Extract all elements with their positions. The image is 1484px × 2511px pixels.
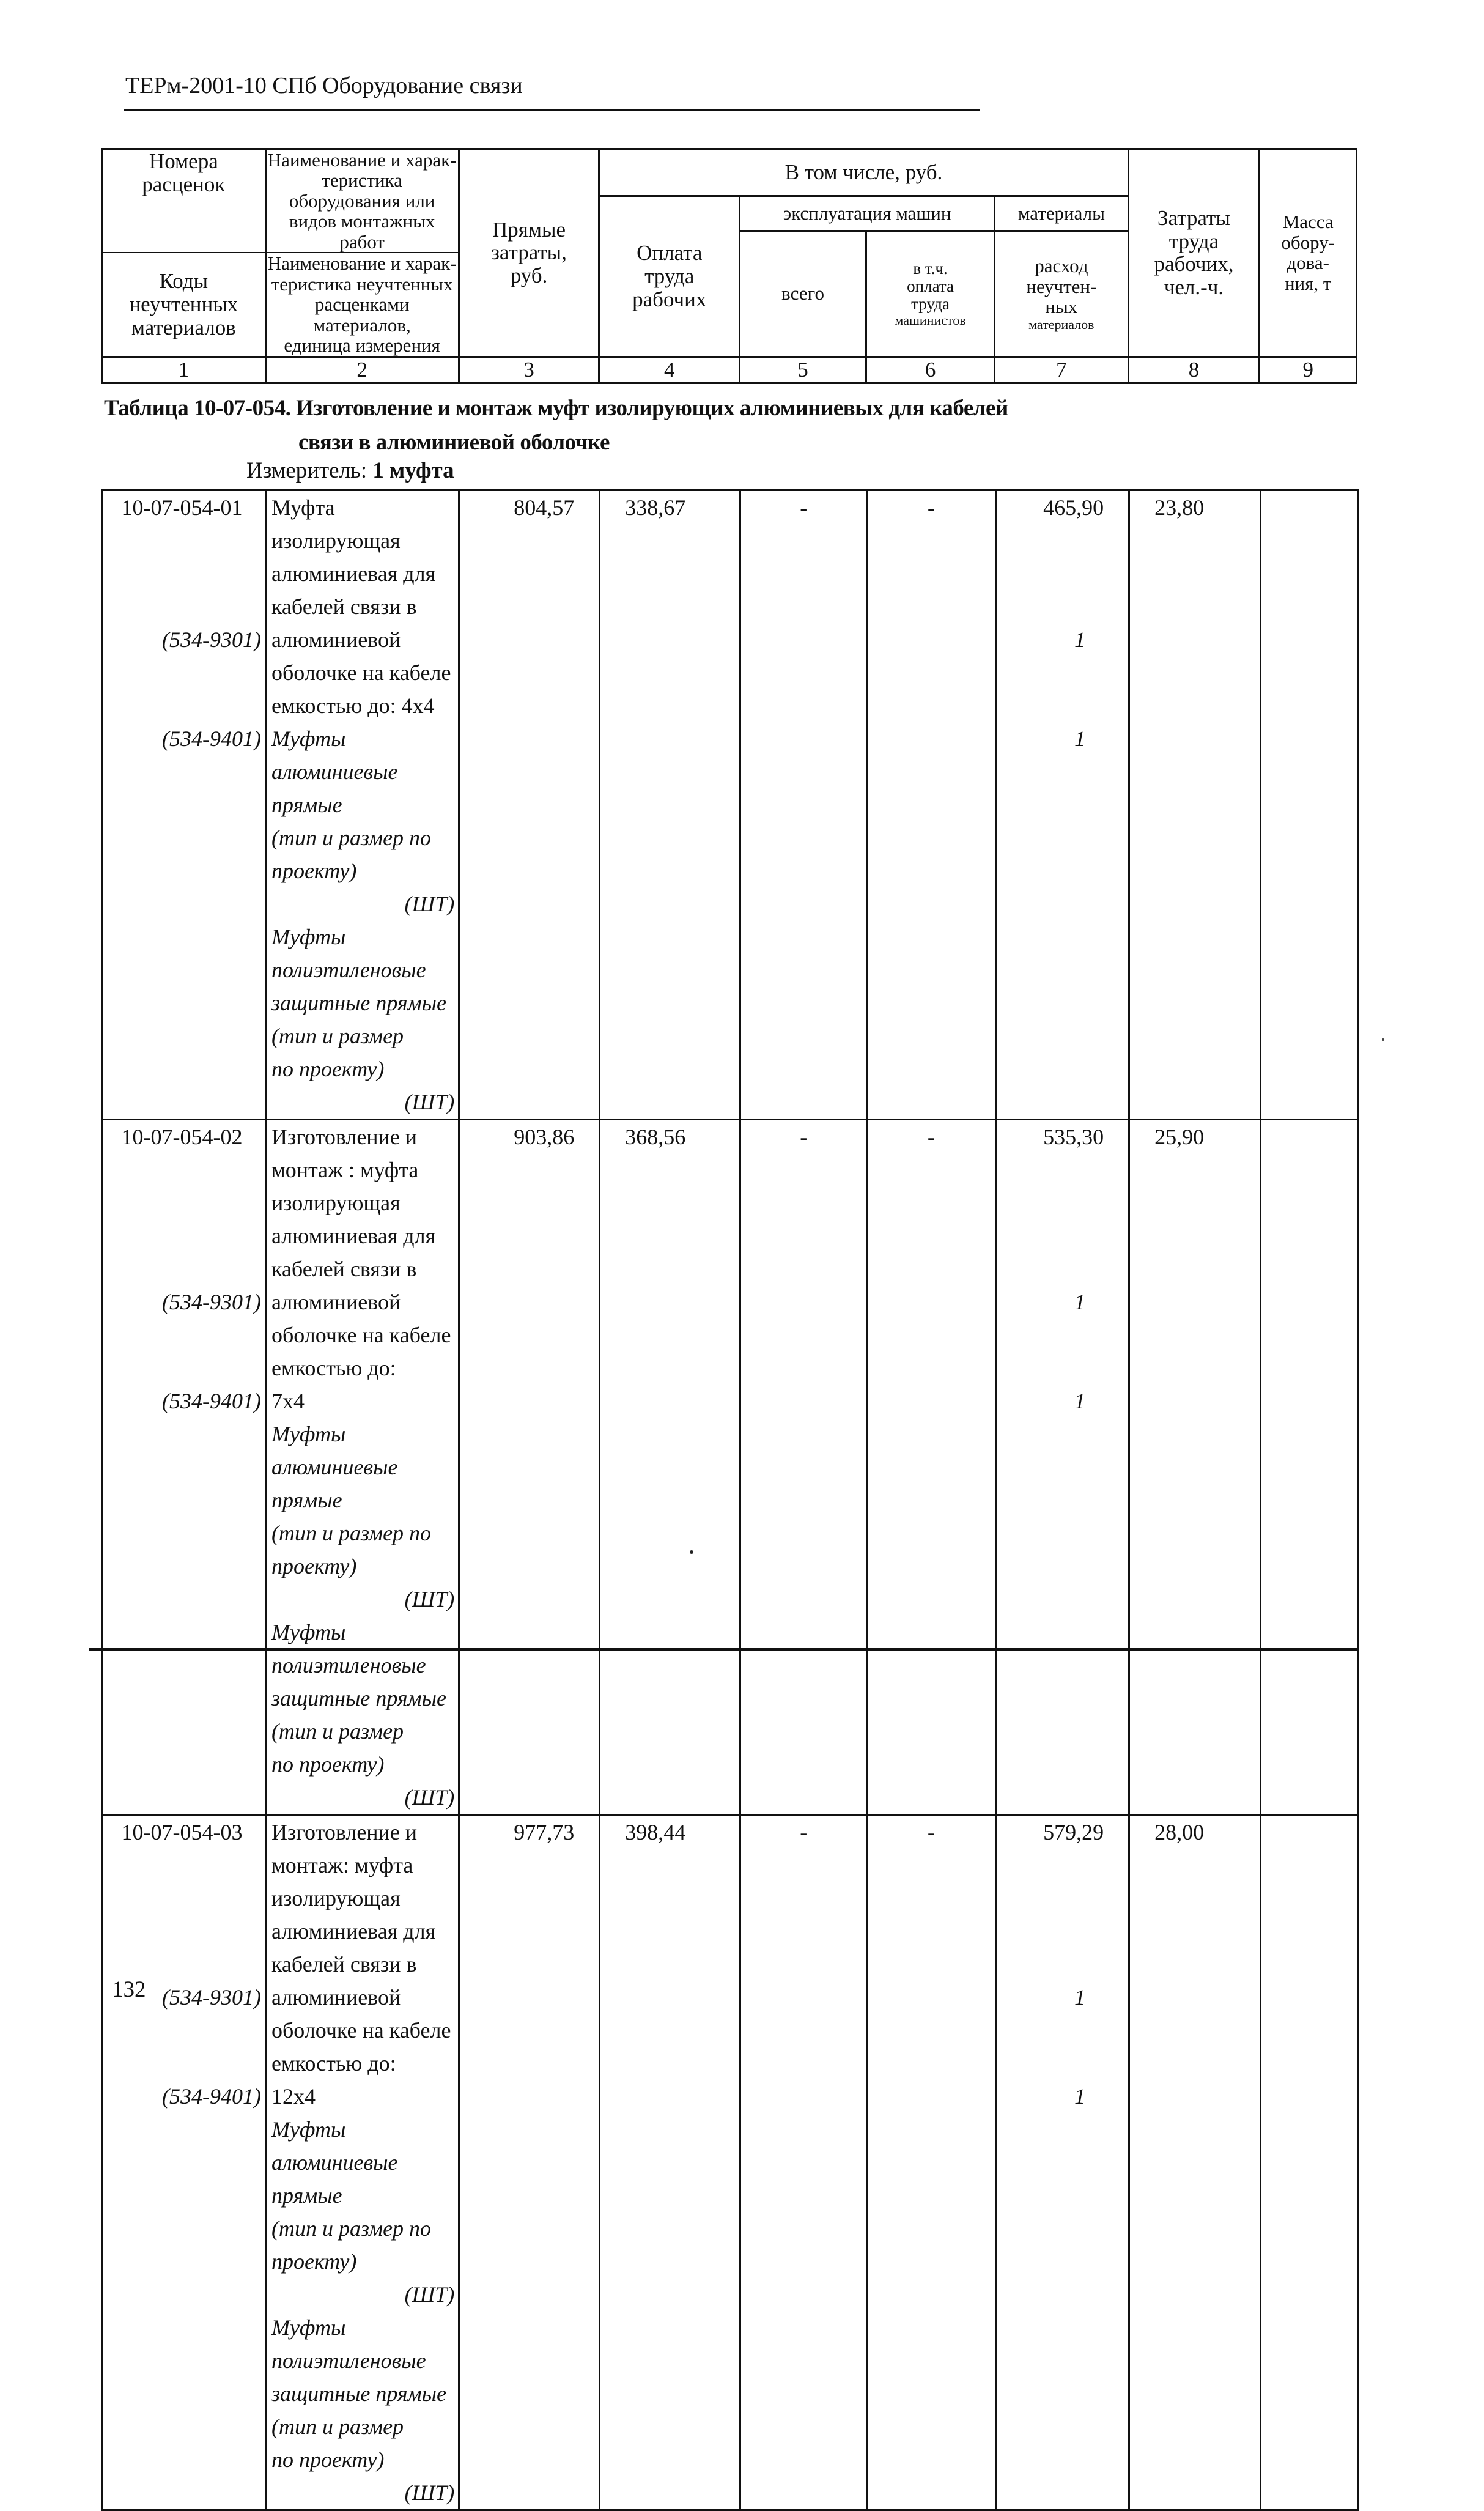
materials-cell bbox=[995, 490, 1129, 1120]
scan-speck bbox=[690, 1550, 693, 1554]
measure-label: Измеритель: bbox=[246, 458, 367, 483]
col-machines-total-header: всего bbox=[740, 231, 866, 357]
material-name-line: (тип и размер по проекту) bbox=[271, 1521, 432, 1578]
col-unaccounted-materials-header bbox=[995, 231, 1128, 357]
col-number: 8 bbox=[1128, 357, 1260, 383]
material-name-line: Муфты алюминиевые прямые bbox=[271, 2117, 398, 2208]
materials-cell bbox=[995, 1815, 1129, 2510]
work-name-line: Изготовление и монтаж : муфта bbox=[271, 1125, 419, 1182]
table-row bbox=[102, 1120, 1358, 1815]
material-qty: 1 bbox=[1074, 2084, 1086, 2109]
header-line: теристика неучтенных bbox=[271, 273, 453, 295]
material-qty: 1 bbox=[1074, 627, 1086, 652]
work-name-line: алюминиевой оболочке на кабеле bbox=[271, 627, 451, 685]
material-unit: (ШТ) bbox=[404, 2480, 455, 2505]
header-line: Прямые bbox=[492, 217, 566, 242]
col-material-name-header bbox=[265, 253, 459, 357]
labor-pay-cell: 338,67 bbox=[600, 490, 740, 1120]
col-number: 2 bbox=[265, 357, 459, 383]
materials-cell bbox=[995, 1120, 1129, 1815]
material-unit: (ШТ) bbox=[404, 2282, 455, 2307]
col-material-codes-header bbox=[102, 253, 266, 357]
column-header-table bbox=[101, 148, 1357, 384]
labor-pay-cell: 398,44 bbox=[600, 1815, 740, 2510]
col-number: 5 bbox=[740, 357, 866, 383]
material-name-line: по проекту) bbox=[271, 1057, 385, 1081]
col-machinist-pay-header bbox=[866, 231, 994, 357]
work-name-line: 7x4 bbox=[271, 1389, 305, 1413]
labor-hours-cell: 28,00 bbox=[1129, 1815, 1261, 2510]
header-line: оплата bbox=[907, 276, 954, 295]
machinist-pay-cell: - bbox=[867, 1120, 995, 1815]
document-header: ТЕРм-2001-10 СПб Оборудование связи bbox=[125, 73, 523, 98]
material-unit: (ШТ) bbox=[404, 1090, 455, 1114]
material-name-line: по проекту) bbox=[271, 2447, 385, 2472]
scan-speck bbox=[1382, 1038, 1384, 1041]
work-name-line: изолирующая алюминиевая для bbox=[271, 1886, 436, 1943]
material-code: (534-9401) bbox=[161, 2084, 261, 2109]
machines-total-cell: - bbox=[740, 490, 867, 1120]
material-code: (534-9301) bbox=[161, 627, 261, 652]
col-number: 9 bbox=[1260, 357, 1357, 383]
header-line: неучтен- bbox=[1026, 275, 1097, 297]
rates-table bbox=[101, 489, 1359, 2511]
material-qty: 1 bbox=[1074, 1985, 1086, 2010]
group-materials-header: материалы bbox=[995, 196, 1128, 231]
labor-hours-cell: 25,90 bbox=[1129, 1120, 1261, 1815]
machinist-pay-cell: - bbox=[867, 1815, 995, 2510]
material-code: (534-9401) bbox=[161, 1389, 261, 1413]
rate-code-cell bbox=[102, 1815, 266, 2510]
col-rate-numbers-header bbox=[102, 149, 266, 196]
table-bottom-rule bbox=[89, 1648, 1359, 1651]
header-line: теристика оборудования или bbox=[289, 169, 435, 212]
material-name-line: Муфты полиэтиленовые bbox=[271, 1620, 426, 1677]
work-name-line: Муфта изолирующая bbox=[271, 495, 401, 553]
header-line: Масса bbox=[1282, 211, 1334, 233]
materials-value: 535,30 bbox=[1043, 1125, 1104, 1149]
material-name-line: защитные прямые (тип и размер bbox=[271, 1686, 446, 1744]
material-name-line: по проекту) bbox=[271, 1752, 385, 1777]
work-name-line: емкостью до: 4x4 bbox=[271, 693, 435, 718]
header-line: расценок bbox=[142, 172, 226, 196]
labor-hours-cell: 23,80 bbox=[1129, 490, 1261, 1120]
mass-cell bbox=[1261, 1120, 1358, 1815]
table-row bbox=[102, 490, 1358, 1120]
material-unit: (ШТ) bbox=[404, 1587, 455, 1611]
col-work-name-header bbox=[265, 149, 459, 253]
header-line: Оплата bbox=[637, 241, 703, 265]
material-unit: (ШТ) bbox=[404, 892, 455, 916]
table-title-line2: связи в алюминиевой оболочке bbox=[298, 429, 610, 455]
header-line: расценками материалов, bbox=[313, 294, 411, 336]
material-code: (534-9401) bbox=[161, 727, 261, 751]
machinist-pay-cell: - bbox=[867, 490, 995, 1120]
mass-cell bbox=[1261, 490, 1358, 1120]
col-number: 1 bbox=[102, 357, 266, 383]
work-name-line: 12x4 bbox=[271, 2084, 316, 2109]
measure-value: 1 муфта bbox=[372, 458, 454, 483]
header-line: дова- bbox=[1287, 252, 1329, 274]
table-title-line1: Таблица 10-07-054. Изготовление и монтаж муфт изолирующих алюминиевых для кабелей bbox=[104, 396, 1008, 421]
work-name-cell bbox=[265, 1815, 459, 2510]
materials-value: 579,29 bbox=[1043, 1820, 1104, 1844]
page-number: 132 bbox=[112, 1977, 146, 2002]
col-number: 6 bbox=[866, 357, 994, 383]
rate-code: 10-07-054-03 bbox=[121, 1820, 243, 1844]
col-number: 3 bbox=[459, 357, 599, 383]
table-title bbox=[104, 391, 1008, 459]
work-name-line: кабелей связи в алюминиевой bbox=[271, 1257, 417, 1314]
direct-costs-cell: 903,86 bbox=[459, 1120, 600, 1815]
header-line: Наименование и харак- bbox=[267, 253, 457, 275]
header-line: неучтенных bbox=[129, 292, 238, 317]
material-code: (534-9301) bbox=[161, 1985, 261, 2010]
header-line: рабочих, bbox=[1154, 252, 1234, 276]
material-qty: 1 bbox=[1074, 727, 1086, 751]
header-line: материалов bbox=[131, 315, 236, 339]
material-name-line: Муфты полиэтиленовые bbox=[271, 925, 426, 982]
material-name-line: (тип и размер по проекту) bbox=[271, 2216, 432, 2274]
mass-cell bbox=[1261, 1815, 1358, 2510]
header-rule bbox=[124, 109, 980, 111]
header-line: единица измерения bbox=[284, 335, 440, 357]
machines-total-cell: - bbox=[740, 1120, 867, 1815]
work-name-line: алюминиевая для кабелей связи в bbox=[271, 561, 436, 619]
header-line: Коды bbox=[159, 269, 209, 294]
material-name-line: Муфты алюминиевые прямые bbox=[271, 727, 398, 817]
header-line: чел.-ч. bbox=[1164, 275, 1224, 300]
header-line: расход bbox=[1035, 255, 1088, 277]
work-name-line: оболочке на кабеле емкостью до: bbox=[271, 2018, 451, 2076]
header-line: труда bbox=[644, 264, 695, 288]
measure-unit bbox=[246, 457, 454, 484]
work-name-cell bbox=[265, 1120, 459, 1815]
header-line: труда bbox=[911, 294, 950, 313]
labor-pay-cell: 368,56 bbox=[600, 1120, 740, 1815]
col-equipment-mass-header bbox=[1260, 149, 1357, 357]
work-name-cell bbox=[265, 490, 459, 1120]
col-direct-costs-header bbox=[459, 149, 599, 357]
material-name-line: Муфты полиэтиленовые bbox=[271, 2315, 426, 2373]
header-line: Затраты bbox=[1157, 205, 1230, 230]
work-name-line: изолирующая алюминиевая для bbox=[271, 1191, 436, 1248]
header-line: Наименование и харак- bbox=[267, 149, 457, 171]
header-line: обору- bbox=[1281, 231, 1335, 253]
header-line: видов монтажных работ bbox=[289, 210, 435, 253]
material-unit: (ШТ) bbox=[404, 1785, 455, 1810]
col-number: 4 bbox=[599, 357, 740, 383]
header-line: ных bbox=[1045, 296, 1078, 318]
material-qty: 1 bbox=[1074, 1389, 1086, 1413]
work-name-line: оболочке на кабеле емкостью до: bbox=[271, 1323, 451, 1380]
header-line: ния, т bbox=[1284, 272, 1332, 294]
table-row bbox=[102, 1815, 1358, 2510]
direct-costs-cell: 804,57 bbox=[459, 490, 600, 1120]
header-line: затраты, bbox=[491, 240, 567, 265]
rate-code-cell bbox=[102, 490, 266, 1120]
work-name-line: Изготовление и монтаж: муфта bbox=[271, 1820, 418, 1877]
rate-code-cell bbox=[102, 1120, 266, 1815]
material-code: (534-9301) bbox=[161, 1290, 261, 1314]
group-machines-header: эксплуатация машин bbox=[740, 196, 995, 231]
material-name-line: (тип и размер по проекту) bbox=[271, 826, 432, 883]
header-line: материалов bbox=[1028, 316, 1095, 332]
group-including-header: В том числе, руб. bbox=[599, 149, 1128, 196]
header-line: Номера bbox=[149, 149, 218, 173]
header-line: труда bbox=[1168, 229, 1219, 253]
header-line: рабочих bbox=[632, 287, 707, 311]
header-line: в т.ч. bbox=[913, 259, 948, 278]
material-name-line: Муфты алюминиевые прямые bbox=[271, 1422, 398, 1512]
work-name-line: кабелей связи в алюминиевой bbox=[271, 1952, 417, 2010]
header-line: машинистов bbox=[895, 312, 966, 328]
direct-costs-cell: 977,73 bbox=[459, 1815, 600, 2510]
material-qty: 1 bbox=[1074, 1290, 1086, 1314]
machines-total-cell: - bbox=[740, 1815, 867, 2510]
materials-value: 465,90 bbox=[1043, 495, 1104, 520]
header-line: руб. bbox=[510, 264, 548, 288]
material-name-line: защитные прямые (тип и размер bbox=[271, 991, 446, 1048]
rate-code: 10-07-054-01 bbox=[121, 495, 243, 520]
col-labor-pay-header bbox=[599, 196, 740, 357]
rate-code: 10-07-054-02 bbox=[121, 1125, 243, 1149]
col-number: 7 bbox=[995, 357, 1128, 383]
material-name-line: защитные прямые (тип и размер bbox=[271, 2381, 446, 2439]
col-labor-hours-header bbox=[1128, 149, 1260, 357]
